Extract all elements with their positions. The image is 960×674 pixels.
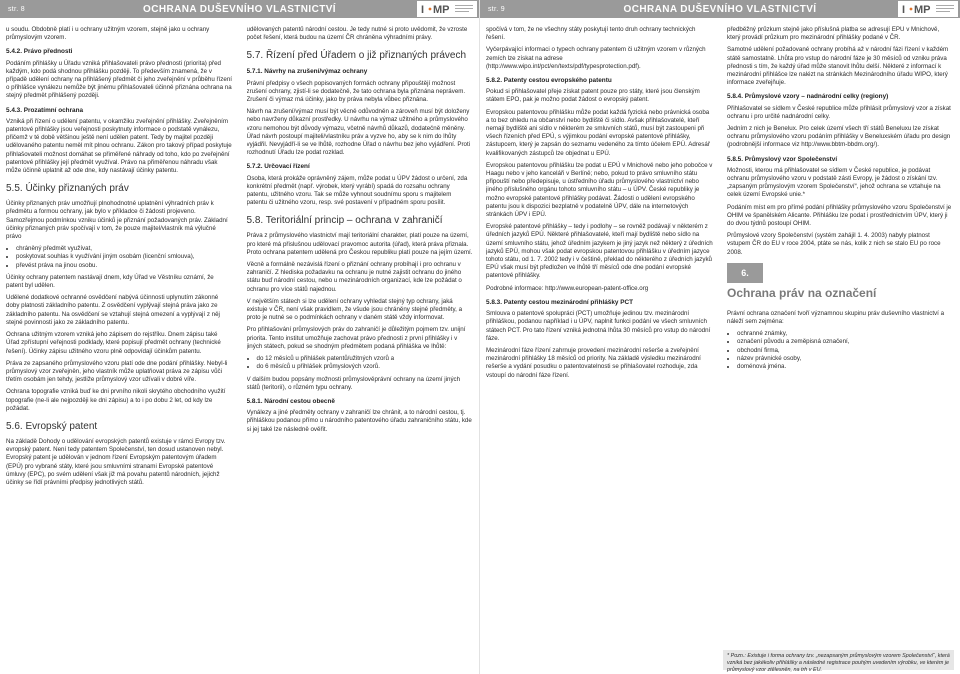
list-item: • poskytovat souhlas k využívání jiným osobám (licenční smlouva), <box>16 253 233 261</box>
list-item: • převést práva na jinou osobu. <box>16 262 233 270</box>
section-heading: 5.8.1. Národní cestou obecně <box>246 397 335 405</box>
paragraph: V dalším budou popsány možnosti průmyslověprávní ochrany na území jiných států (teritorií), o různém typu ochrany. <box>246 375 461 391</box>
paragraph: Účinky ochrany patentem nastávají dnem, kdy Úřad ve Věstníku oznámí, že patent byl udělen. <box>6 273 214 290</box>
left-column-2 <box>247 26 474 670</box>
paragraph: Osoba, která prokáže oprávněný zájem, může podat u ÚPV žádost o určení, zda konkrétní předmět (např. výrobek, který vyrábí) spadá do rozsahu ochrany patentu, užitného vzoru. Tak se může vyhnout soudnímu sporu s majitelem patentu či užitného vzoru, resp. své postavení v případném sporu posílit. <box>246 174 468 207</box>
right-page <box>480 0 960 674</box>
paragraph: Samotné udělení požadované ochrany probíhá až v národní fázi řízení v každém státě samostatně. Lhůta pro vstup do národní fáze je 30 měsíců od vzniku práva přednosti s tím, že každý úřad může stanovit lhůtu delší. Některé z informací k mezinárodní přihlášce lze nalézt na stránkách Mezinárodního úřadu WIPO, který informace zveřejňuje. <box>727 46 949 87</box>
left-column-1 <box>6 26 233 670</box>
paragraph: Podrobné informace: http://www.european-patent-office.org <box>486 284 649 292</box>
page-number: str. 9 <box>488 5 505 13</box>
paragraph: Smlouva o patentové spolupráci (PCT) umožňuje jedinou tzv. mezinárodní přihláškou, podanou například i u ÚPV, naplnit funkci podání ve všech smluvních státech PCT. Pro tato řízení vzniká jednotná lhůta 30 měsíců pro vstup do národní fáze. <box>486 310 711 342</box>
page-number: str. 8 <box>8 5 25 13</box>
paragraph: Podáním míst em pro přímé podání přihlášky průmyslového vzoru Společenství je OHIM ve španělském Alicante. Přihlášku lze podat i prostřednictvím ÚPV, který ji do dvou týdnů postoupí OHIM. <box>727 203 952 228</box>
section-heading: 5.8.3. Patenty cestou mezinárodní přihlášky PCT <box>486 298 634 306</box>
logo <box>898 1 958 17</box>
paragraph: V největším státech si lze udělení ochrany vyhledat stejný typ ochrany, jaká existuje v ČR, není však pravidlem, že všude jsou chráněny stejné předměty, a proto je nutné se o podmínkách ochrany v daném státě vždy informovat. <box>246 297 463 322</box>
paragraph: Udělené dodatkové ochranné osvědčení nabývá účinnosti uplynutím zákonné doby platnosti základního patentu. Z osvědčení vyplývají stejná práva jako ze základního patentu. Na osvědčení se vztahují stejná omezení a vyplývají z něj stejné povinnosti jako ze základního patentu. <box>6 294 220 326</box>
right-column-2 <box>727 26 954 646</box>
section-heading: 5.7. Řízení před Úřadem o již přiznaných právech <box>246 50 467 62</box>
paragraph: Vynálezy a jiné předměty ochrany v zahraničí lze chránit, a to národní cestou, tj. přihláškou podanou přímo u národního patentového úřadu zahraničního státu, kde si jej také lze následně ověřit. <box>246 409 472 433</box>
paragraph: Jedním z nich je Benelux. Pro celek území všech tří států Beneluxu lze získat ochranu průmyslového vzoru podáním přihlášky v Beneluxském úřadu pro design (podrobnější informace viz http://www.bbtm-bbdm.org/). <box>727 125 951 149</box>
section-heading: 5.8.5. Průmyslový vzor Společenství <box>727 155 838 163</box>
paragraph: Návrh na zrušení/výmaz musí být věcně odůvodněn a zároveň musí být doloženy nebo navrženy důkazní prostředky. U návrhu na výmaz užitného a průmyslového vzoru nemohou být důvody výmazu, včetně návrhů důkazů, dodatečně měněny. Úřad návrh postoupí majiteli/vlastníku práv a vyzve ho, aby se k nim do lhůty vyjádřil. Nevyjádří-li se ve lhůtě, rozhodne Úřad o návrhu bez jeho vyjádření. Proti rozhodnutí Úřadu lze podat rozklad. <box>246 108 471 157</box>
right-column-1 <box>486 26 713 646</box>
paragraph: Možnosti, kterou má přihlašovatel se sídlem v České republice, je podávat ochranu průmyslového vzoru v podstatě zásti Evropy, je žádost o získání tzv. „zapsaným průmyslovým vzorem Společenství“, jehož ochrana se vztahuje na celek území Evropské unie.* <box>727 166 941 199</box>
paragraph: Práva ze zapsaného průmyslového vzoru platí ode dne podání přihlášky. Nebyl-li průmyslový vzor zveřejněn, jeho vlastník může uplatňovat práva ze zápisu vůči třetím osobám jen tehdy, jestliže průmyslový vzor užívali v dobré víře. <box>6 359 228 384</box>
paragraph: Pokud si přihlašovatel přeje získat patent pouze pro státy, které jsou členským státem EPO, pak je možno podat žádost o evropský patent. <box>486 88 700 104</box>
bullet-list <box>6 245 233 270</box>
paragraph: Pro přihlašování průmyslových práv do zahraničí je důležitým pojmem tzv. unijní priorita. Tento institut umožňuje zachovat právo přednosti z první přihlášky i v jiných státech, pokud se shodným předmětem podaná přihláška ve lhůtě: <box>246 326 466 350</box>
paragraph: Práva z průmyslového vlastnictví mají teritoriální charakter, platí pouze na území, pro které má přislušnou udělovací pravomoc autorita (úřad), která práva přiznala. Proto ochrana patentem udělená pro Českou republiku platí pouze na jejím území. <box>246 232 473 256</box>
paragraph: Průmyslové vzory Společenství (systém zahájil 1. 4. 2003) nabyly platnost vstupem ČR do EU v roce 2004, ptáte se nás, kolik z nich se stalo EU po roce 2008. <box>727 232 941 256</box>
paragraph: Účinky přiznaných práv umožňují plnohodnotné uplatnění výhradních práv k předmětu a formou ochrany, jak bylo v příkladce či žádosti projeveno. Samozřejmou podmínkou vzniku účinků je přiznání požadovaných práv. Základní účinky přiznaných práv spočívají v tom, že pouze majitel/vlastník má výlučné právo <box>6 200 228 241</box>
section-heading: 5.5. Účinky přiznaných práv <box>6 183 129 195</box>
paragraph: předběžný průzkum stejně jako příslušná platba se adresují EPÚ v Mnichově, který provádí průzkum pro mezinárodní přihlášky podané v ČR. <box>727 26 940 42</box>
paragraph: Podáním přihlášky u Úřadu vzniká přihlašovateli právo přednosti (priorita) před každým, kdo podá shodnou přihlášku později. To především znamená, že v případě udělení ochrany na přihlášený předmět či jeho zveřejnění v průběhu řízení o přihlášce vynálezu nemůže být jinému přihlašovateli účinně přiznána ochrana na stejný předmět přihlášený později. <box>6 59 232 100</box>
section-heading: 5.4.3. Prozatímní ochrana <box>6 106 84 114</box>
bullet-list <box>727 330 954 371</box>
section-heading: 5.8.2. Patenty cestou evropského patentu <box>486 77 612 85</box>
list-item: • obchodní firma, <box>737 347 954 355</box>
logo-icon <box>419 2 475 16</box>
paragraph: spočívá v tom, že ne všechny státy poskytují tento druh ochrany technických řešení. <box>486 26 696 42</box>
paragraph: Ochrana užitným vzorem vzniká jeho zápisem do rejstříku. Dnem zápisu také Úřad zpřístupní veřejnosti podklady, které popisují předmět ochrany (technické řešení). Účinky zápisu užitného vzoru plně odpovídají účinkům patentu. <box>6 331 221 355</box>
paragraph: Vzniká při řízení o udělení patentu, v okamžiku zveřejnění přihlášky. Zveřejněním patentové přihlášky jsou veřejnosti poskytnuty informace o podstatě vynálezu, přičemž v té době většinou ještě není udělen patent. Tedy by majitel později udělovaného patentu neměl mít plnou ochranu. Zákon pro takový případ poskytuje přihlašovateli možnost domáhat se přiměřené náhrady od toho, kdo po zveřejnění patentové přihlášky její předmět využíval. Právo na přiměřenou náhradu však může účinně uplatnit až ode dne, kdy nastávají účinky patentu. <box>6 117 232 175</box>
section-heading: 5.7.2. Určovací řízení <box>246 163 310 171</box>
paragraph: Právní ochrana označení tvoří významnou skupinu práv duševního vlastnictví a náleží sem zejména: <box>727 309 945 326</box>
svg-text:MP: MP <box>433 4 450 16</box>
paragraph: udělovaných patentů národní cestou. Je tedy nutné si proto uvědomit, že vzroste počet řešení, která budou na území ČR chráněna výhradními právy. <box>246 26 468 42</box>
list-item: • chráněný předmět využívat, <box>16 245 233 253</box>
list-item: • název právnické osoby, <box>737 355 954 363</box>
paragraph: Evropské patentové přihlášky – tedy i podlohy – se rovněž podávají v některém z úředních jazyků EPÚ. Některé přihlašovatelé, kteří mají bydliště nebo sídlo na území smluvního státu, jehož úředním jazykem je jiný jazyk než některý z úředních jazyků EPÚ, mohou však podat evropskou patentovou přihlášku v úředním jazyce tohoto státu, od 1. 7. 2002 tedy i v češtině, překlad do některého z úředních jazyků EPÚ však musí být předložen ve lhůtě tří měsíců ode dne podání evropské patentové přihlášky. <box>486 223 713 280</box>
chapter-number: 6. <box>727 263 763 283</box>
paragraph: Věcně a formálně nezávislá řízení o přiznání ochrany probíhají i pro ochranu v zahraničí. Z hlediska požadavku na ochranu je nutné zajistit ochranu do jiného státu buď národní cestou, nebo u mezinárodních organizací, kde lze požádat o ochranu pro více států najednou. <box>246 261 462 293</box>
paragraph: u soudu. Obdobně platí i u ochrany užitným vzorem, stejně jako u ochrany průmyslovým vzorem. <box>6 26 210 42</box>
paragraph: Na základě Dohody o udělování evropských patentů existuje v rámci Evropy tzv. evropský patent. Není tedy patentem Společenství, ten dosud ustanoven nebyl. Evropský patent je udělován v jednom řízení Evropským patentovým úřadem (EPÚ) pro vybrané státy, které jsou smluvními stranami Evropské patentové úmluvy (EPC), po svém udělení však již má povahu patentů národních, jejichž účinky se řídí právními předpisy jednotlivých států. <box>6 437 226 486</box>
section-heading: 5.6. Evropský patent <box>6 420 98 432</box>
section-heading: 5.4.2. Právo přednosti <box>6 48 73 56</box>
page-header <box>480 0 960 18</box>
paragraph: Evropskou patentovou přihlášku může podat každá fyzická nebo právnická osoba a to bez ohledu na občanství nebo bydliště či sídlo. Avšak přihlašovatelé, kteří nemají bydliště ani sídlo v některém ze smluvních států, musí být zastoupeni při všech řízeních před EPÚ, s výjimkou podání evropské patentové přihlášky, zástupcem, který je zapsán do seznamu vedeného za tímto účelem EPÚ. Adresář kvalifikovaných zástupců lze objednat u EPÚ. <box>486 108 710 157</box>
list-item: • do 12 měsíců u přihlášek patentů/užitných vzorů a <box>257 355 474 363</box>
section-heading: 5.7.1. Návrhy na zrušení/výmaz ochrany <box>246 68 368 76</box>
paragraph: Mezinárodní fáze řízení zahrnuje provedení mezinárodní rešerše a zveřejnění mezinárodní přihlášky 18 měsíců od priority. Na základě výsledku mezinárodní rešerše a vydání posudku o patentovatelnosti se přihlašovatel rozhoduje, zda vstoupí do národní fáze řízení. <box>486 346 701 379</box>
list-item: • doménová jména. <box>737 363 954 371</box>
list-item: • označení původu a zeměpisná označení, <box>737 338 954 346</box>
logo <box>417 1 477 17</box>
paragraph: Ochrana topografie vzniká buď ke dni prvního nikoli skrytého obchodního využití topografie (ne-li ale nejpozději ke dni zápisu) a to i po dobu 2 let, od kdy lze požádat. <box>6 388 226 412</box>
section-heading: 5.8. Teritoriální princip – ochrana v zahraničí <box>246 215 443 227</box>
footnote: * Pozn.: Existuje i forma ochrany tzv. „nezapsaným průmyslovým vzorem Společenství“, která vzniká bez jakékoliv přihlášky a následné registrace pouhým uvedením výrobku, ve kterém je průmyslový vzor ztělesněn, na trh v EU. <box>723 650 954 670</box>
svg-text:I: I <box>421 4 425 16</box>
logo-icon <box>900 2 956 16</box>
page-header <box>0 0 479 18</box>
list-item: • do 6 měsíců u přihlášek průmyslových vzorů. <box>257 363 474 371</box>
chapter-title: Ochrana práv na označení <box>727 285 877 300</box>
paragraph: Přihlašovatel se sídlem v České republice může přihlásit průmyslový vzor a získat ochranu i pro určité nadnárodní celky. <box>727 104 951 120</box>
header-title: OCHRANA DUŠEVNÍHO VLASTNICTVÍ <box>623 3 817 15</box>
paragraph: Právní předpisy o všech popisovaných formách ochrany připouštějí možnost zrušení ochrany, zjistí-li se dodatečně, že tato ochrana byla přiznána neprávem. Zrušení či výmaz má účinky, jako by práva nebyla vůbec přiznána. <box>246 79 466 104</box>
svg-text:MP: MP <box>914 4 931 16</box>
list-item: • ochranné známky, <box>737 330 954 338</box>
bullet-list <box>247 355 474 371</box>
paragraph: Evropskou patentovou přihlášku lze podat u EPÚ v Mnichově nebo jeho pobočce v Haagu nebo v jeho kanceláři v Berlíně; nebo, pokud to právo smluvního státu připouští nebo předepisuje, u ústředního úřadu průmyslového vlastnictví nebo jiného příslušného orgánu tohoto smluvního státu – u ÚPV. České republiky je možno evropské patentové přihlášky podávat. Žádosti o udělení evropského patentu jsou k dispozici bezplatně v podatelně ÚPV, dále na internetových stránkách ÚPV i EPÚ. <box>486 161 713 219</box>
paragraph: Vyčerpávající informaci o typech ochrany patentem či užitným vzorem v různých zemích lze získat na adrese (http://www.wipo.int/pct/en/texts/pdf/typesprotection.pdf). <box>486 46 706 70</box>
header-title: OCHRANA DUŠEVNÍHO VLASTNICTVÍ <box>143 3 336 15</box>
section-heading: 5.8.4. Průmyslové vzory – nadnárodní celky (regiony) <box>727 93 889 101</box>
svg-text:I: I <box>902 4 906 16</box>
